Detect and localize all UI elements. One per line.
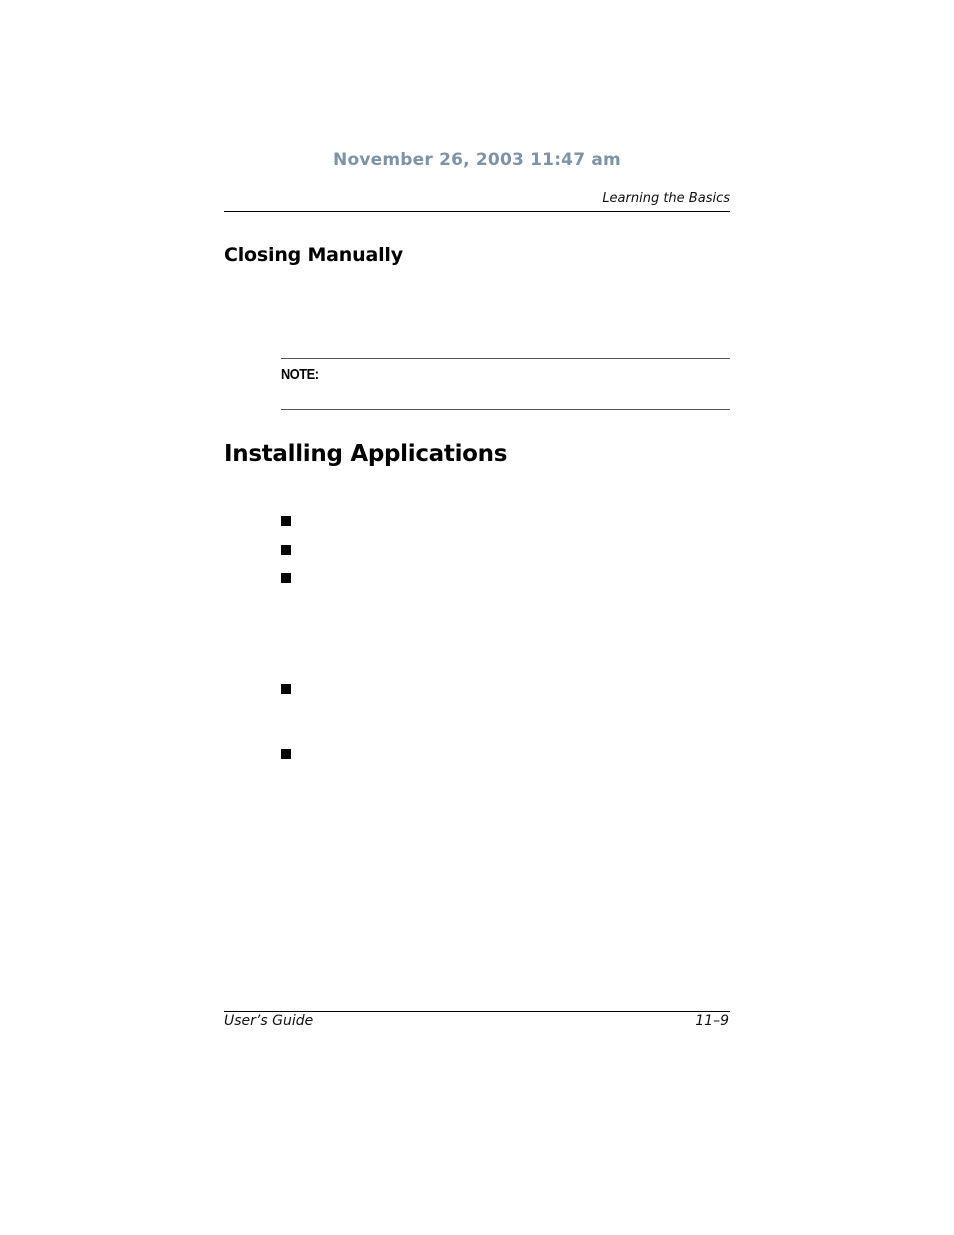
list-bullet-icon — [281, 545, 291, 555]
section-heading-installing-applications: Installing Applications — [224, 441, 508, 467]
note-label: NOTE: — [281, 366, 319, 383]
note-top-rule — [281, 358, 730, 359]
section-heading-closing-manually: Closing Manually — [224, 244, 403, 266]
document-timestamp: November 26, 2003 11:47 am — [333, 150, 621, 170]
list-bullet-icon — [281, 749, 291, 759]
header-rule — [224, 211, 730, 212]
list-bullet-icon — [281, 684, 291, 694]
page-number: 11–9 — [695, 1013, 729, 1029]
list-bullet-icon — [281, 516, 291, 526]
list-bullet-icon — [281, 573, 291, 583]
running-head: Learning the Basics — [602, 191, 730, 206]
footer-document-title: User’s Guide — [224, 1013, 314, 1029]
note-bottom-rule — [281, 409, 730, 410]
footer-rule — [224, 1011, 730, 1012]
